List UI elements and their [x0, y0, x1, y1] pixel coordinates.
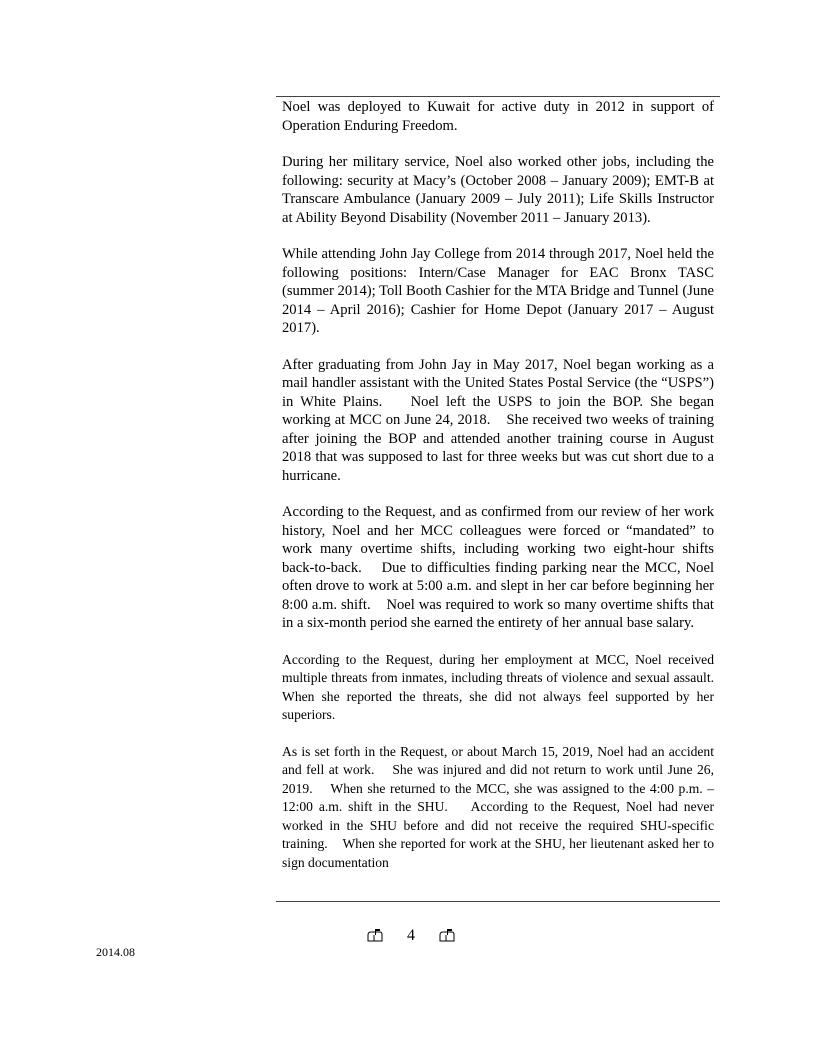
document-body [276, 96, 728, 902]
paragraph-military-jobs: During her military service, Noel also worked other jobs, including the following: security at Macy’s (October 2008 – January 2009); EMT-B at Transcare Ambulance (January 2009 – July 2011); Life Skills Instructor at Ability Beyond Disability (November 2011 – January 2013). [282, 154, 718, 226]
paragraph-deployment: Noel was deployed to Kuwait for active duty in 2012 in support of Operation Enduring Freedom. [282, 99, 718, 134]
document-code: 2014.08 [96, 945, 135, 959]
paragraph-usps-bop: After graduating from John Jay in May 2017, Noel began working as a mail handler assistant with the United States Postal Service (the “USPS”) in White Plains. Noel left the USPS to join the BOP. She began working at MCC on June 24, 2018. She received two weeks of training after joining the BOP and attended another training course in August 2018 that was supposed to last for three weeks but was cut short due to a hurricane. [282, 356, 718, 484]
paragraph-accident: As is set forth in the Request, or about March 15, 2019, Noel had an accident and fell at work. She was injured and did not return to work until June 26, 2019. When she returned to the MCC, she was assigned to the 4:00 p.m. – 12:00 a.m. shift in the SHU. According to the Request, Noel had never worked in the SHU before and did not receive the required SHU-specific training. When she reported for work at the SHU, her lieutenant asked her to sign documentation [282, 743, 718, 870]
mailbox-icon [438, 929, 456, 943]
paragraph-college-jobs: While attending John Jay College from 2014 through 2017, Noel held the following positions: Intern/Case Manager for EAC Bronx TASC (summer 2014); Toll Booth Cashier for the MTA Bridge and Tunnel (June 2014 – April 2016); Cashier for Home Depot (January 2017 – August 2017). [282, 246, 718, 336]
mailbox-icon [366, 929, 384, 943]
page-number: 4 [407, 927, 415, 944]
page-footer [366, 925, 456, 947]
paragraph-overtime: According to the Request, and as confirmed from our review of her work history, Noel and her MCC colleagues were forced or “mandated” to work many overtime shifts, including working two eight-hour shifts back-to-back. Due to difficulties finding parking near the MCC, Noel often drove to work at 5:00 a.m. and slept in her car before beginning her 8:00 a.m. shift. Noel was required to work so many overtime shifts that in a six-month period she earned the entirety of her annual base salary. [282, 504, 718, 631]
paragraph-threats: According to the Request, during her employment at MCC, Noel received multiple threats from inmates, including threats of violence and sexual assault. When she reported the threats, she did not always feel supported by her superiors. [282, 651, 728, 722]
